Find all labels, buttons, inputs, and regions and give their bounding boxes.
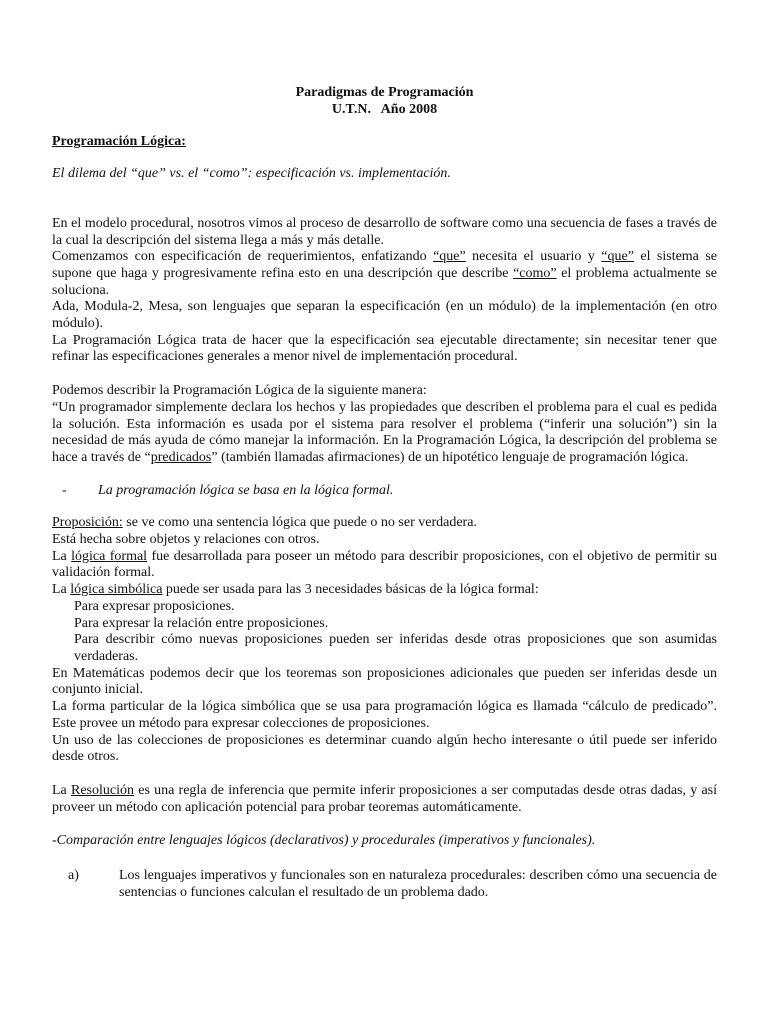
symbolic-logic-line <box>52 582 717 599</box>
como-term: “como” <box>513 265 557 281</box>
spacer <box>52 766 717 783</box>
p2-text-b: necesita el usuario y <box>465 249 602 265</box>
bullet-text: La programación lógica se basa en la lógica formal. <box>98 482 394 498</box>
describe-quote <box>52 400 717 467</box>
intro-paragraph-4: La Programación Lógica trata de hacer que la especificación sea ejecutable directamente; sin necesitar tener que refinar las especificaciones generales a menor nivel de implementación procedural. <box>52 332 717 365</box>
bullet-item <box>52 483 717 500</box>
needs-list <box>52 599 717 666</box>
p2-text-c: el sistema se supone que haga y progresivamente refina esto en una descripción que describe <box>52 249 717 281</box>
resolution-paragraph <box>52 783 717 816</box>
symbolic-text-a: La <box>52 582 71 598</box>
symbolic-logic-term: lógica simbólica <box>70 582 163 598</box>
needs-item: Para describir cómo nuevas proposiciones pueden ser inferidas desde otras proposiciones que son asumidas verdaderas. <box>74 632 717 664</box>
proposition-term: Proposición: <box>52 515 123 531</box>
quote-text-a: “Un programador simplemente declara los hechos y las propiedades que describen el problema para el cual es pedida la solución. Esta información es usada por el sistema para resolver el problema (“inferir una solución”) sin la necesidad de más ayuda de cómo manejar la información. En la Programación Lógica, la descripción del problema se hace a través de “ <box>52 399 717 465</box>
p2-text-d: el problema actualmente se soluciona. <box>52 265 718 298</box>
proposition-line-2: Está hecha sobre objetos y relaciones con otros. <box>52 532 320 548</box>
math-paragraph: En Matemáticas podemos decir que los teoremas son proposiciones adicionales que pueden ser inferidas desde un conjunto inicial. <box>52 665 717 698</box>
predicados-term: predicados <box>150 449 212 465</box>
describe-lead: Podemos describir la Programación Lógica de la siguiente manera: <box>52 383 427 399</box>
symbolic-text-b: puede ser usada para las 3 necesidades básicas de la lógica formal: <box>162 582 539 598</box>
resolution-term: Resolución <box>71 782 134 798</box>
formal-text-b: fue desarrollada para poseer un método para describir proposiciones, con el objetivo de permitir su validación formal. <box>52 548 718 581</box>
needs-item: Para expresar la relación entre proposiciones. <box>74 615 329 631</box>
form-paragraph: La forma particular de la lógica simbólica que se usa para programación lógica es llamada “cálculo de predicado”. Este provee un método para expresar colecciones de proposiciones. <box>52 699 717 731</box>
item-a-text: Los lenguajes imperativos y funcionales son en naturaleza procedurales: describen cómo una secuencia de sentencias o funciones calculan el resultado de un problema dado. <box>119 868 717 900</box>
proposition-def: se ve como una sentencia lógica que puede o no ser verdadera. <box>122 515 477 531</box>
formal-logic-line <box>52 549 717 582</box>
que-term-2: “que” <box>601 249 634 265</box>
use-paragraph: Un uso de las colecciones de proposiciones es determinar cuando algún hecho interesante o útil puede ser inferido desde otros. <box>52 732 717 765</box>
formal-text-a: La <box>52 548 72 564</box>
bullet-dash: - <box>62 482 67 498</box>
que-term-1: “que” <box>433 249 466 265</box>
section-heading: Programación Lógica: <box>52 134 186 150</box>
comparison-item-a <box>52 868 717 901</box>
spacer <box>52 366 717 383</box>
dilemma-subtitle: El dilema del “que” vs. el “como”: especificación vs. implementación. <box>52 166 451 182</box>
proposition-definition <box>52 515 717 532</box>
document-title: Paradigmas de Programación <box>295 85 474 100</box>
formal-logic-term: lógica formal <box>71 548 148 564</box>
item-a-marker: a) <box>68 868 79 884</box>
spacer <box>52 183 717 216</box>
comparison-heading: -Comparación entre lenguajes lógicos (declarativos) y procedurales (imperativos y funcionales). <box>52 833 596 849</box>
p2-text-a: Comenzamos con especificación de requerimientos, enfatizando <box>52 249 434 265</box>
document-subtitle: U.T.N. Año 2008 <box>331 101 438 117</box>
resolution-text-b: es una regla de inferencia que permite inferir proposiciones a ser computadas desde otras dadas, y así proveer un método con aplicación potencial para probar teoremas automáticamente. <box>52 782 718 815</box>
needs-item: Para expresar proposiciones. <box>74 598 235 614</box>
quote-text-b: ” (también llamadas afirmaciones) de un hipotético lenguaje de programación lógica. <box>211 449 689 465</box>
intro-paragraph-2 <box>52 249 717 299</box>
intro-paragraph-1: En el modelo procedural, nosotros vimos al proceso de desarrollo de software como una secuencia de fases a través de la cual la descripción del sistema llega a más y más detalle. <box>52 215 717 248</box>
spacer <box>52 816 717 833</box>
resolution-text-a: La <box>52 782 71 798</box>
intro-paragraph-3: Ada, Modula-2, Mesa, son lenguajes que separan la especificación (en un módulo) de la implementación (en otro módulo). <box>52 299 717 332</box>
